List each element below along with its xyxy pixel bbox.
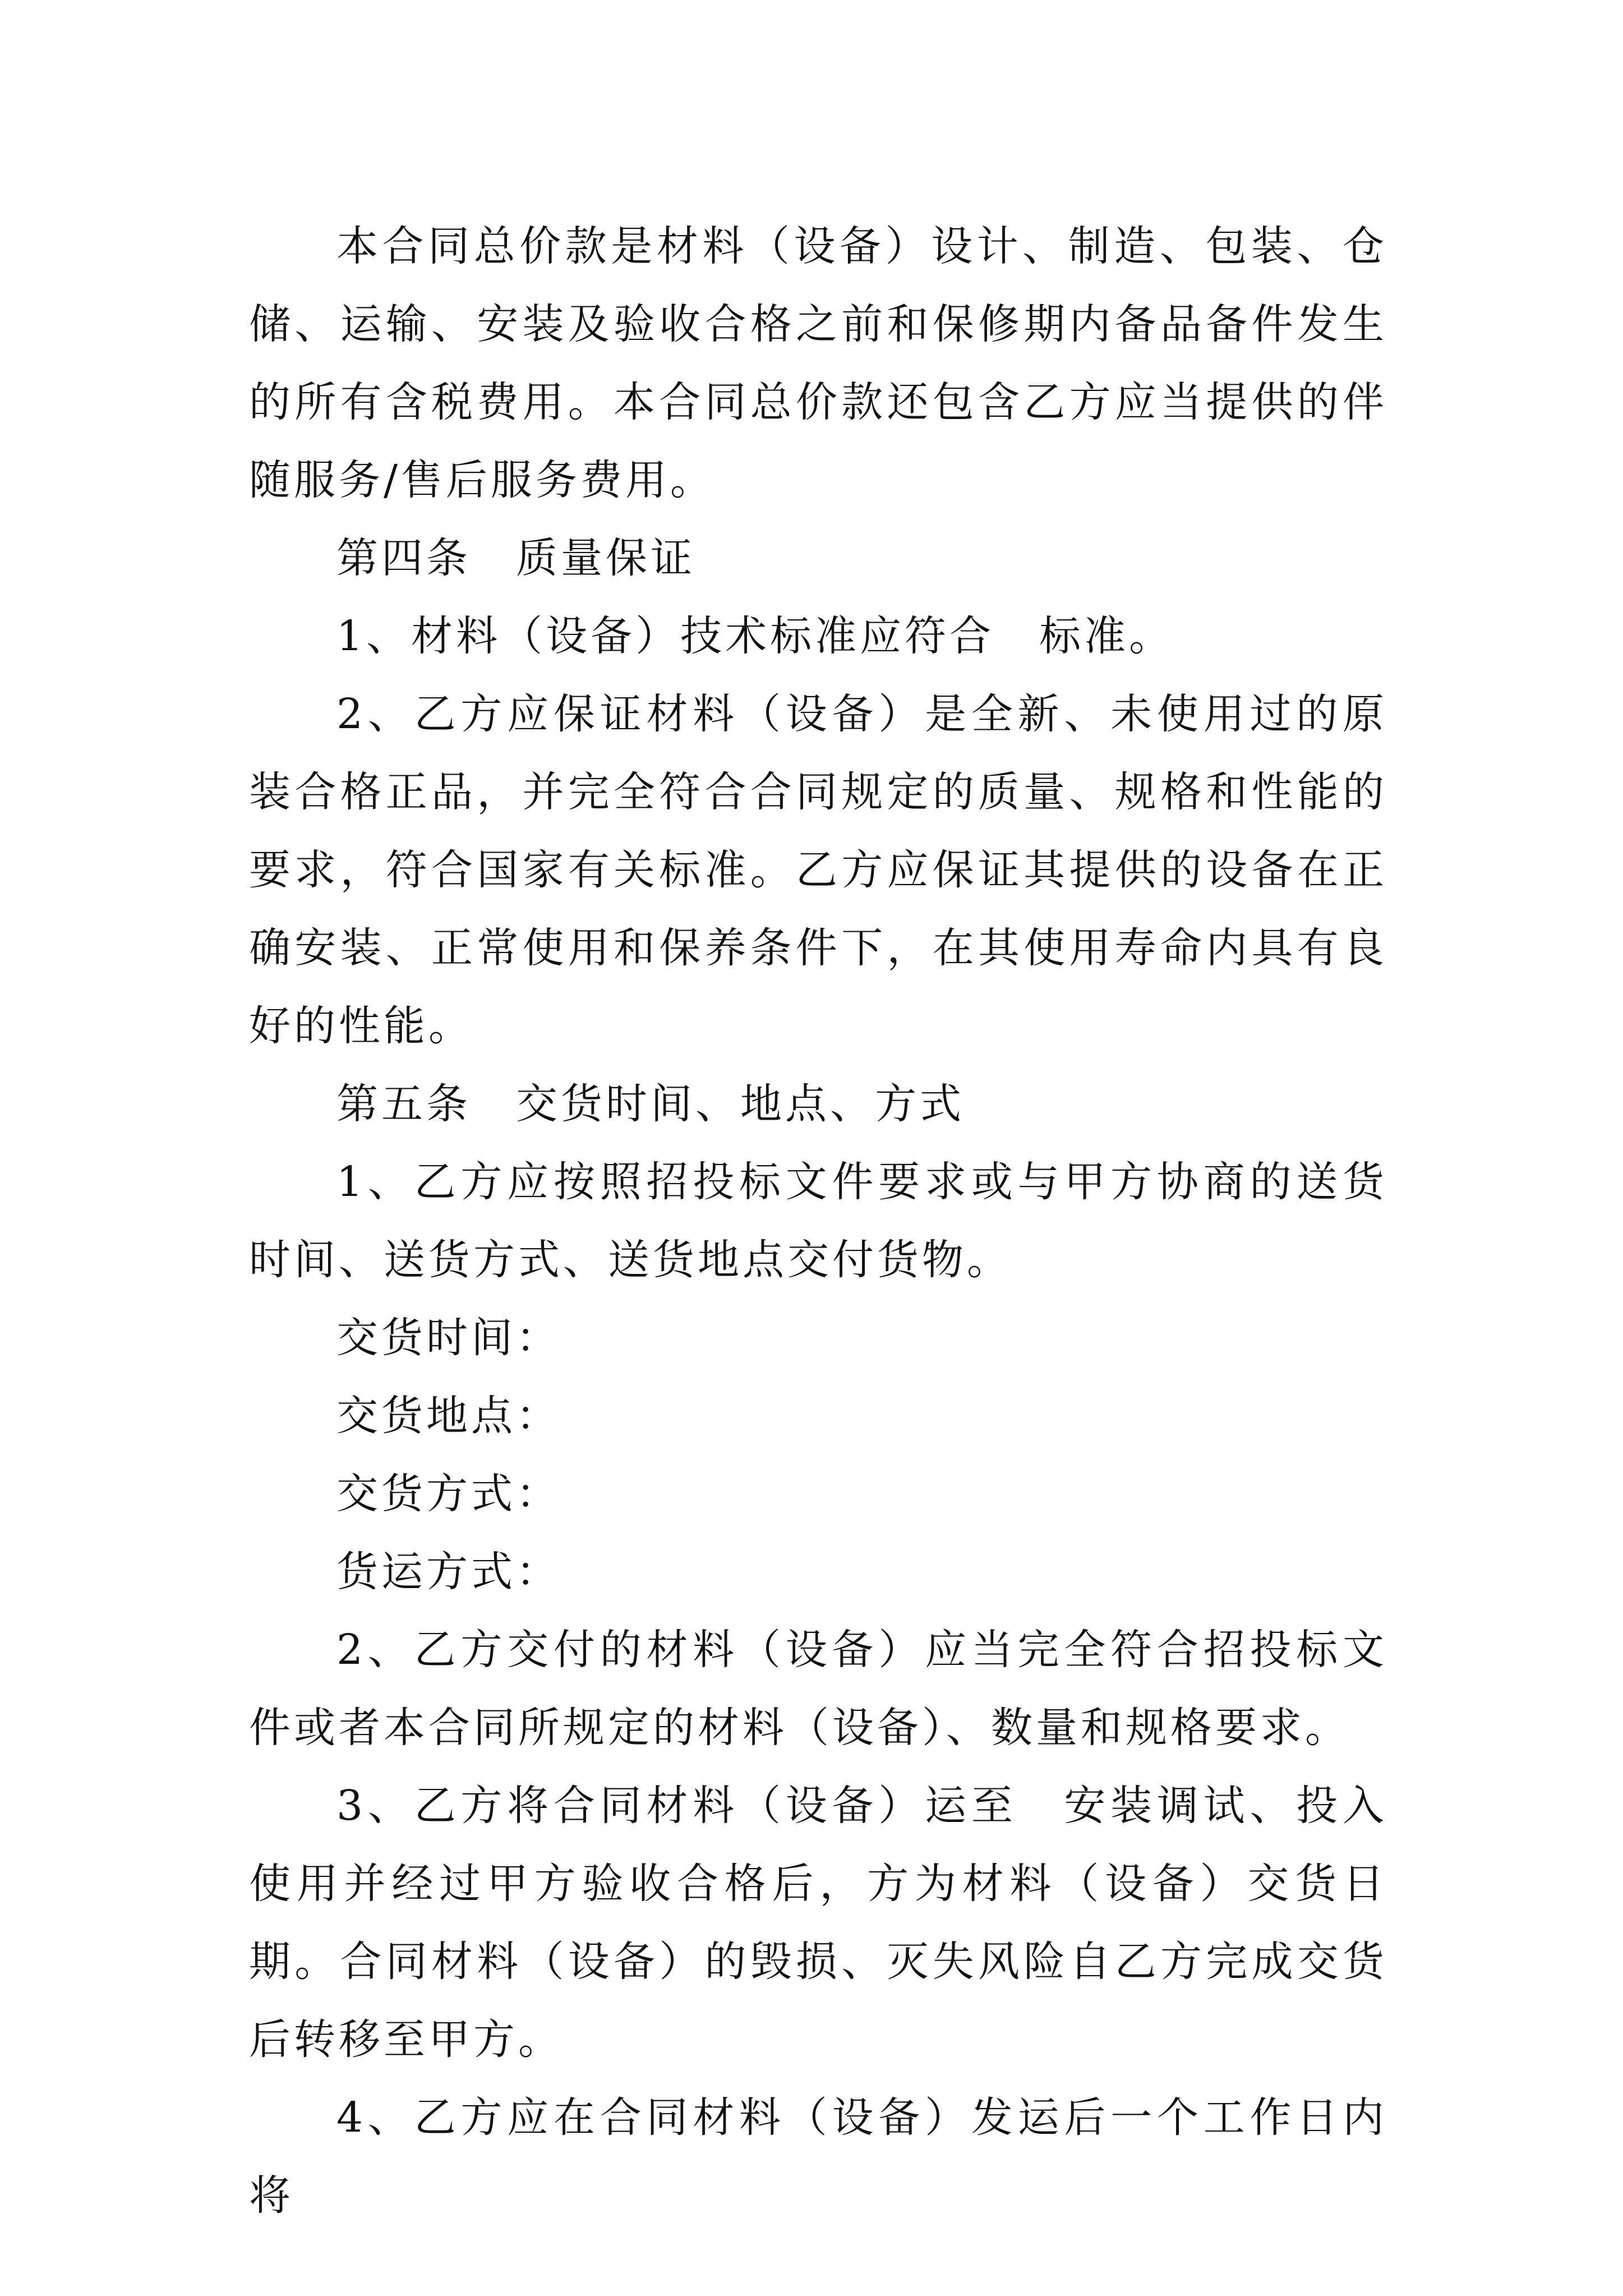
field-delivery-time: 交货时间： [336,1314,561,1362]
paragraph-total-price: 本合同总价款是材料（设备）设计、制造、包装、仓储、运输、安装及验收合格之前和保修期内备品备件发生的所有含税费用。本合同总价款还包含乙方应当提供的伴随服务/售后服务费用。 [249,222,1387,504]
field-delivery-method: 交货方式： [336,1470,561,1518]
paragraph-shipment-notice: 4、乙方应在合同材料（设备）发运后一个工作日内将 [249,2093,1387,2220]
document-body [249,208,1387,2235]
paragraph-quality-guarantee: 2、乙方应保证材料（设备）是全新、未使用过的原装合格正品，并完全符合合同规定的质量、规格和性能的要求，符合国家有关标准。乙方应保证其提供的设备在正确安装、正常使用和保养条件下，在其使用寿命内具有良好的性能。 [249,690,1387,1050]
field-delivery-place: 交货地点： [336,1392,561,1440]
paragraph-delivery-date-risk: 3、乙方将合同材料（设备）运至 安装调试、投入使用并经过甲方验收合格后，方为材料（设备）交货日期。合同材料（设备）的毁损、灭失风险自乙方完成交货后转移至甲方。 [249,1782,1387,2064]
heading-article-4: 第四条 质量保证 [336,534,695,582]
paragraph-delivery-conformity: 2、乙方交付的材料（设备）应当完全符合招投标文件或者本合同所规定的材料（设备）、数量和规格要求。 [249,1626,1387,1752]
paragraph-delivery-terms: 1、乙方应按照招投标文件要求或与甲方协商的送货时间、送货方式、送货地点交付货物。 [249,1158,1387,1284]
paragraph-technical-standard: 1、材料（设备）技术标准应符合 标准。 [336,612,1174,660]
heading-article-5: 第五条 交货时间、地点、方式 [336,1080,965,1128]
field-shipping-method: 货运方式： [336,1548,561,1596]
